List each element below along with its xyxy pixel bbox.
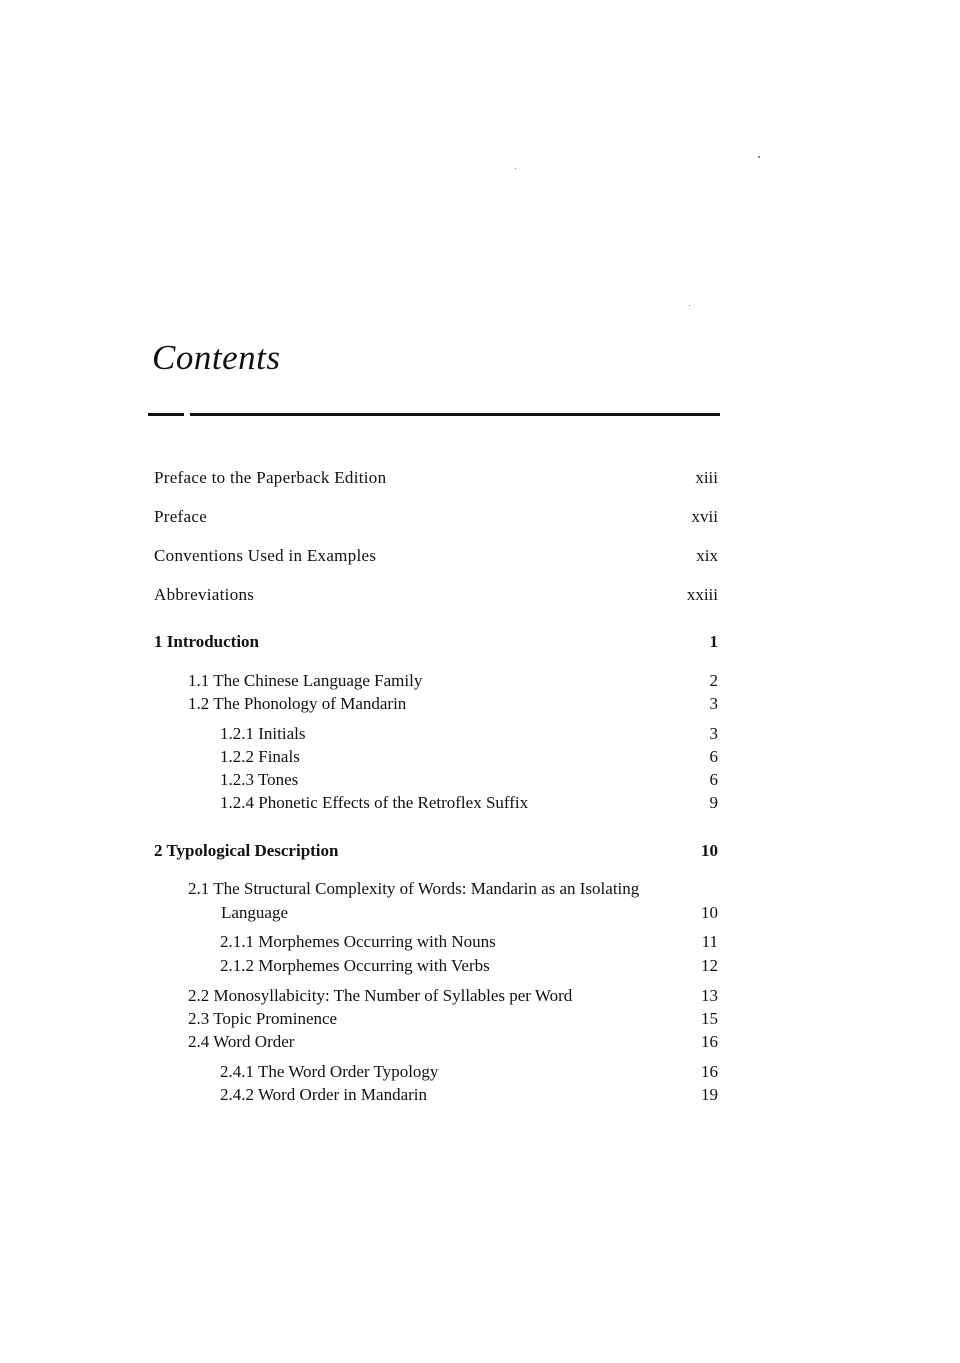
title-rule-short — [148, 413, 184, 416]
toc-subsection-label: 1.2.4 Phonetic Effects of the Retroflex Suffix — [220, 793, 529, 812]
toc-subsection-label: 1.2.3 Tones — [220, 770, 299, 789]
toc-section-label: 2.2 Monosyllabicity: The Number of Syllables per Word — [188, 986, 573, 1005]
toc-subsection-page: 3 — [709, 724, 718, 743]
toc-subsection-page: 6 — [709, 747, 718, 766]
toc-chapter-1[interactable] — [154, 630, 718, 654]
toc-entry-preface[interactable] — [154, 505, 718, 529]
toc-subsection-1-2-3[interactable] — [154, 768, 718, 792]
scan-speck — [515, 168, 516, 169]
toc-subsection-2-1-2[interactable] — [154, 954, 718, 978]
toc-section-page: 16 — [701, 1032, 718, 1051]
toc-section-page: 13 — [701, 986, 718, 1005]
title-rule-long — [190, 413, 720, 416]
toc-section-label: 2.1 The Structural Complexity of Words: Mandarin as an Isolating Language — [188, 879, 640, 922]
toc-entry-page: xiii — [695, 468, 718, 487]
toc-entry-conventions[interactable] — [154, 544, 718, 568]
toc-entry-page: xvii — [691, 507, 718, 526]
toc-chapter-page: 1 — [709, 632, 718, 651]
toc-subsection-page: 11 — [701, 932, 718, 951]
toc-subsection-page: 19 — [701, 1085, 718, 1104]
toc-chapter-2[interactable] — [154, 839, 718, 863]
toc-subsection-page: 16 — [701, 1062, 718, 1081]
toc-section-page: 10 — [701, 903, 718, 922]
toc-chapter-label: 1 Introduction — [154, 632, 260, 651]
toc-entry-page: xix — [696, 546, 718, 565]
toc-subsection-page: 12 — [701, 956, 718, 975]
toc-section-label: 2.3 Topic Prominence — [188, 1009, 338, 1028]
toc-section-2-2[interactable] — [154, 984, 718, 1008]
toc-section-page: 15 — [701, 1009, 718, 1028]
toc-section-2-3[interactable] — [154, 1007, 718, 1031]
scan-speck — [758, 156, 760, 158]
toc-entry-label: Conventions Used in Examples — [154, 546, 377, 565]
toc-section-2-4[interactable] — [154, 1030, 718, 1054]
toc-entry-label: Abbreviations — [154, 585, 255, 604]
toc-subsection-2-4-2[interactable] — [154, 1083, 718, 1107]
toc-section-2-1[interactable] — [154, 877, 718, 925]
toc-subsection-label: 2.4.2 Word Order in Mandarin — [220, 1085, 427, 1104]
toc-section-label: 1.1 The Chinese Language Family — [188, 671, 423, 690]
toc-entry-label: Preface — [154, 507, 208, 526]
toc-section-label: 2.4 Word Order — [188, 1032, 295, 1051]
toc-entry-preface-paperback[interactable] — [154, 466, 718, 490]
scan-speck — [689, 305, 690, 306]
toc-subsection-2-1-1[interactable] — [154, 930, 718, 954]
toc-subsection-label: 1.2.1 Initials — [220, 724, 306, 743]
toc-chapter-label: 2 Typological Description — [154, 841, 339, 860]
toc-chapter-page: 10 — [701, 841, 718, 860]
toc-section-label: 1.2 The Phonology of Mandarin — [188, 694, 407, 713]
toc-entry-abbreviations[interactable] — [154, 583, 718, 607]
toc-subsection-1-2-1[interactable] — [154, 722, 718, 746]
toc-subsection-label: 2.1.1 Morphemes Occurring with Nouns — [220, 932, 496, 951]
toc-subsection-label: 1.2.2 Finals — [220, 747, 300, 766]
toc-subsection-1-2-4[interactable] — [154, 791, 718, 815]
toc-section-1-2[interactable] — [154, 692, 718, 716]
toc-subsection-1-2-2[interactable] — [154, 745, 718, 769]
toc-entry-page: xxiii — [686, 585, 718, 604]
toc-subsection-page: 6 — [709, 770, 718, 789]
toc-section-page: 3 — [709, 694, 718, 713]
toc-subsection-label: 2.4.1 The Word Order Typology — [220, 1062, 439, 1081]
page-title: Contents — [152, 338, 281, 377]
toc-entry-label: Preface to the Paperback Edition — [154, 468, 387, 487]
toc-section-page: 2 — [709, 671, 718, 690]
toc-subsection-2-4-1[interactable] — [154, 1060, 718, 1084]
toc-subsection-page: 9 — [709, 793, 718, 812]
toc-section-1-1[interactable] — [154, 669, 718, 693]
toc-subsection-label: 2.1.2 Morphemes Occurring with Verbs — [220, 956, 490, 975]
